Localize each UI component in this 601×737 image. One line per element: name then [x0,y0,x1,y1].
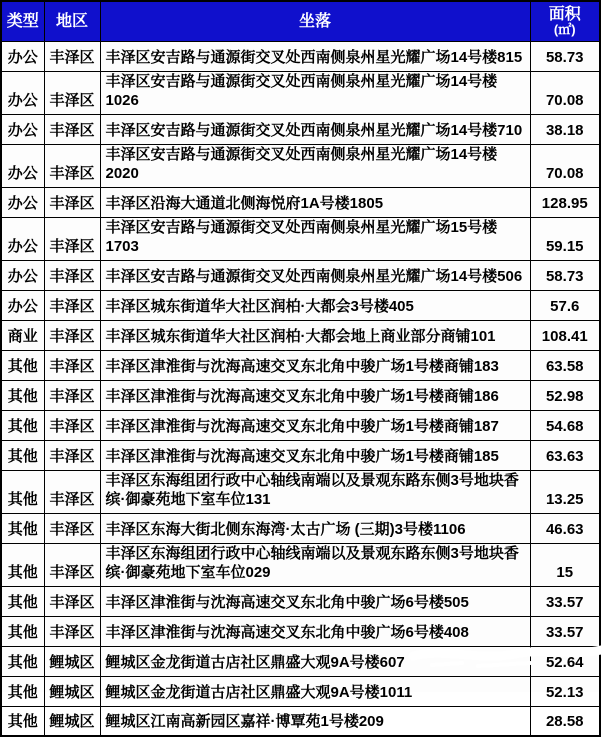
type-cell: 其他 [1,513,44,543]
col-header-area-label: 面积 [548,5,581,23]
address-cell: 鲤城区金龙街道古店社区鼎盛大观9A号楼607 [100,646,530,676]
district-cell: 丰泽区 [44,586,100,616]
district-cell: 丰泽区 [44,543,100,586]
col-header-area [530,1,600,41]
address-cell: 丰泽区津淮街与沈海高速交叉东北角中骏广场1号楼商铺185 [100,440,530,470]
type-cell: 办公 [1,71,44,114]
address-cell: 鲤城区金龙街道古店社区鼎盛大观9A号楼1011 [100,676,530,706]
district-cell: 丰泽区 [44,410,100,440]
area-cell: 33.57 [530,586,600,616]
district-cell: 丰泽区 [44,350,100,380]
district-cell: 鲤城区 [44,676,100,706]
district-cell: 丰泽区 [44,260,100,290]
district-cell: 丰泽区 [44,187,100,217]
table-row [1,114,600,144]
address-cell: 丰泽区东海组团行政中心轴线南端以及景观东路东侧3号地块香缤·御豪苑地下室车位029 [100,543,530,586]
district-cell: 丰泽区 [44,290,100,320]
district-cell: 丰泽区 [44,71,100,114]
address-cell: 丰泽区安吉路与通源街交叉处西南侧泉州星光耀广场14号楼710 [100,114,530,144]
type-cell: 其他 [1,380,44,410]
district-cell: 丰泽区 [44,513,100,543]
district-cell: 丰泽区 [44,41,100,71]
table-row [1,187,600,217]
type-cell: 办公 [1,41,44,71]
table-row [1,676,600,706]
col-header-address: 坐落 [100,1,530,41]
table-row [1,71,600,114]
table-row [1,646,600,676]
table-row [1,616,600,646]
district-cell: 丰泽区 [44,440,100,470]
address-cell: 丰泽区安吉路与通源街交叉处西南侧泉州星光耀广场14号楼506 [100,260,530,290]
district-cell: 丰泽区 [44,616,100,646]
address-cell: 丰泽区城东街道华大社区润柏·大都会地上商业部分商铺101 [100,320,530,350]
area-cell: 70.08 [530,71,600,114]
table-body [1,41,600,736]
area-cell: 52.13 [530,676,600,706]
type-cell: 办公 [1,114,44,144]
type-cell: 办公 [1,260,44,290]
address-cell: 丰泽区东海大街北侧东海湾·太古广场 (三期)3号楼1106 [100,513,530,543]
area-cell: 38.18 [530,114,600,144]
table-row [1,440,600,470]
district-cell: 丰泽区 [44,380,100,410]
address-cell: 丰泽区津淮街与沈海高速交叉东北角中骏广场1号楼商铺187 [100,410,530,440]
district-cell: 丰泽区 [44,217,100,260]
type-cell: 办公 [1,144,44,187]
address-cell: 鲤城区江南高新园区嘉祥·博覃苑1号楼209 [100,706,530,736]
area-cell: 54.68 [530,410,600,440]
address-cell: 丰泽区安吉路与通源街交叉处西南侧泉州星光耀广场15号楼1703 [100,217,530,260]
district-cell: 丰泽区 [44,320,100,350]
area-cell: 52.64 [530,646,600,676]
district-cell: 丰泽区 [44,144,100,187]
table-row [1,543,600,586]
table-row [1,41,600,71]
col-header-type: 类型 [1,1,44,41]
table-row [1,260,600,290]
address-cell: 丰泽区城东街道华大社区润柏·大都会3号楼405 [100,290,530,320]
area-cell: 63.58 [530,350,600,380]
district-cell: 鲤城区 [44,646,100,676]
col-header-district: 地区 [44,1,100,41]
address-cell: 丰泽区津淮街与沈海高速交叉东北角中骏广场6号楼408 [100,616,530,646]
header-row [1,1,600,41]
type-cell: 其他 [1,350,44,380]
area-cell: 70.08 [530,144,600,187]
table-row [1,706,600,736]
type-cell: 其他 [1,440,44,470]
address-cell: 丰泽区安吉路与通源街交叉处西南侧泉州星光耀广场14号楼815 [100,41,530,71]
area-cell: 58.73 [530,41,600,71]
area-cell: 108.41 [530,320,600,350]
type-cell: 办公 [1,217,44,260]
table-row [1,513,600,543]
district-cell: 丰泽区 [44,470,100,513]
type-cell: 其他 [1,706,44,736]
area-cell: 33.57 [530,616,600,646]
type-cell: 办公 [1,290,44,320]
col-header-area-unit: (㎡) [553,21,576,37]
address-cell: 丰泽区安吉路与通源街交叉处西南侧泉州星光耀广场14号楼1026 [100,71,530,114]
district-cell: 鲤城区 [44,706,100,736]
type-cell: 商业 [1,320,44,350]
type-cell: 其他 [1,676,44,706]
table-row [1,217,600,260]
type-cell: 其他 [1,470,44,513]
table-row [1,290,600,320]
table-row [1,144,600,187]
type-cell: 其他 [1,616,44,646]
address-cell: 丰泽区津淮街与沈海高速交叉东北角中骏广场6号楼505 [100,586,530,616]
type-cell: 其他 [1,646,44,676]
type-cell: 其他 [1,410,44,440]
area-cell: 59.15 [530,217,600,260]
area-cell: 52.98 [530,380,600,410]
table-header [1,1,600,41]
address-cell: 丰泽区津淮街与沈海高速交叉东北角中骏广场1号楼商铺186 [100,380,530,410]
area-cell: 13.25 [530,470,600,513]
type-cell: 其他 [1,543,44,586]
area-cell: 63.63 [530,440,600,470]
area-cell: 46.63 [530,513,600,543]
table-row [1,380,600,410]
area-cell: 28.58 [530,706,600,736]
type-cell: 办公 [1,187,44,217]
area-cell: 15 [530,543,600,586]
district-cell: 丰泽区 [44,114,100,144]
table-row [1,470,600,513]
address-cell: 丰泽区沿海大通道北侧海悦府1A号楼1805 [100,187,530,217]
table-row [1,320,600,350]
address-cell: 丰泽区东海组团行政中心轴线南端以及景观东路东侧3号地块香缤·御豪苑地下室车位131 [100,470,530,513]
table-row [1,410,600,440]
area-cell: 128.95 [530,187,600,217]
address-cell: 丰泽区安吉路与通源街交叉处西南侧泉州星光耀广场14号楼2020 [100,144,530,187]
table-row [1,586,600,616]
area-cell: 58.73 [530,260,600,290]
table-row [1,350,600,380]
area-cell: 57.6 [530,290,600,320]
type-cell: 其他 [1,586,44,616]
address-cell: 丰泽区津淮街与沈海高速交叉东北角中骏广场1号楼商铺183 [100,350,530,380]
